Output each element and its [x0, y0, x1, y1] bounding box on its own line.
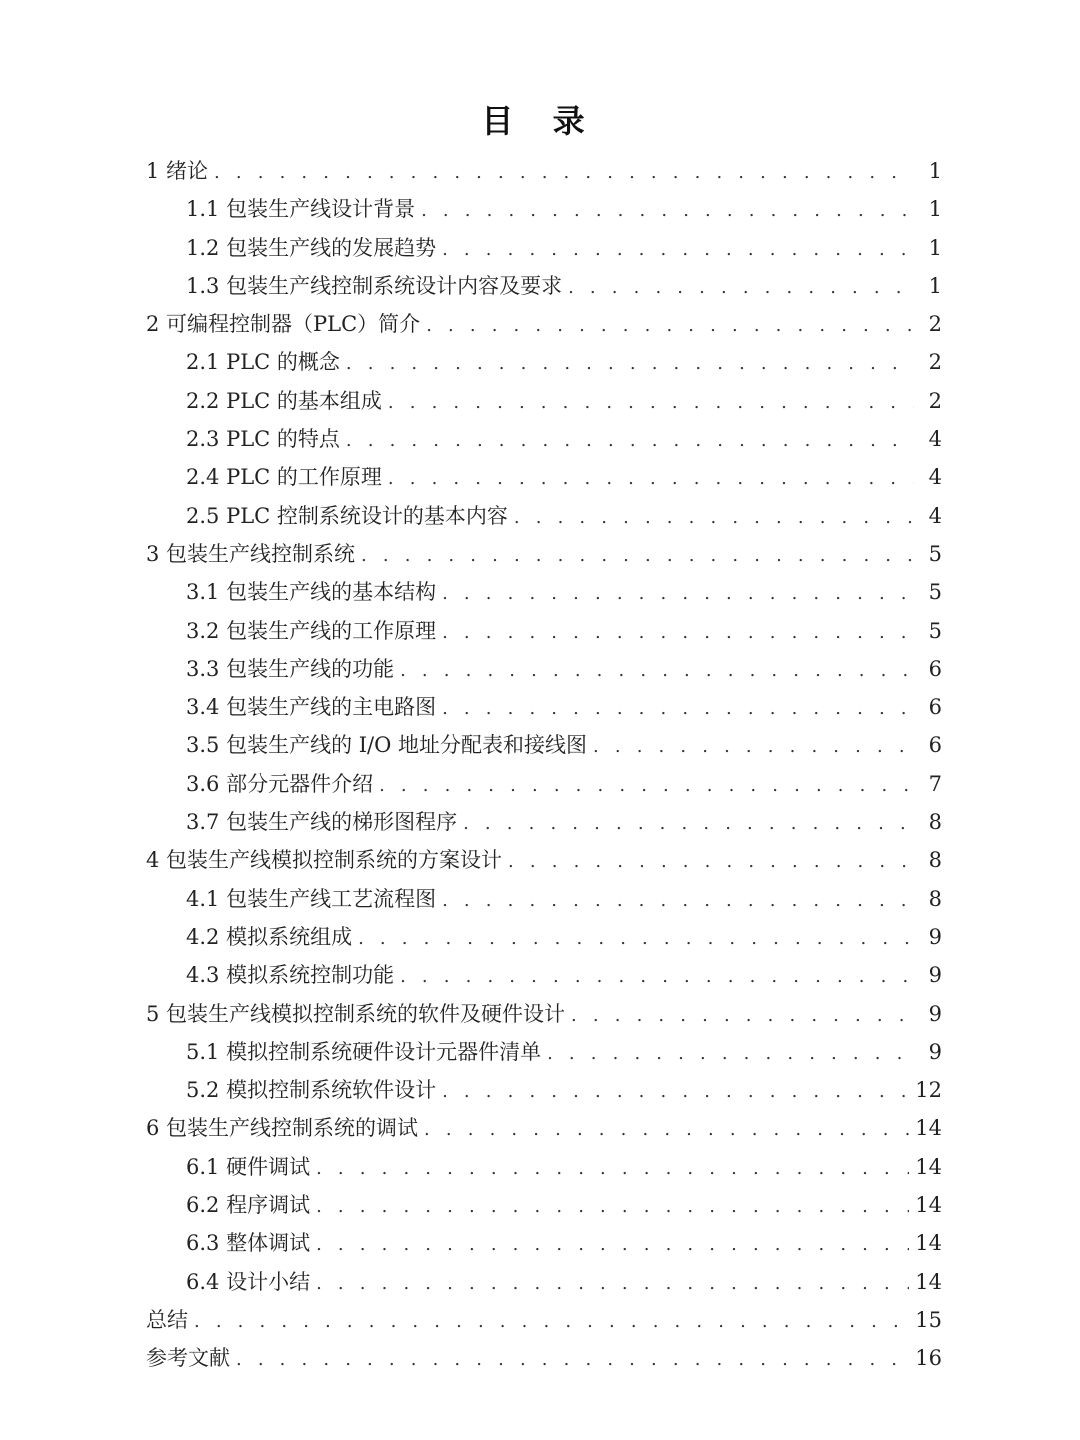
- toc-entry[interactable]: [146, 573, 942, 611]
- toc-entry[interactable]: [146, 956, 942, 994]
- toc-entry-page: 9: [928, 924, 942, 949]
- toc-entry-label: 总结: [146, 1307, 188, 1332]
- toc-entry[interactable]: [146, 458, 942, 496]
- toc-dot-leader: [346, 345, 914, 383]
- toc-entry-label: 6.1 硬件调试: [186, 1154, 311, 1179]
- toc-entry[interactable]: [146, 305, 942, 343]
- toc-entry[interactable]: [146, 1224, 942, 1262]
- toc-entry-label: 3.6 部分元器件介绍: [186, 771, 374, 796]
- toc-entry[interactable]: [146, 726, 942, 764]
- toc-entry-page: 4: [928, 465, 942, 490]
- toc-entry[interactable]: [146, 497, 942, 535]
- toc-entry[interactable]: [146, 650, 942, 688]
- toc-entry-page: 6: [928, 733, 942, 758]
- toc-entry-page: 12: [915, 1078, 942, 1103]
- toc-entry[interactable]: [146, 190, 942, 228]
- toc-dot-leader: [426, 307, 914, 345]
- toc-entry-label: 3.7 包装生产线的梯形图程序: [186, 810, 458, 835]
- toc-dot-leader: [316, 1188, 909, 1226]
- toc-entry-page: 2: [928, 388, 942, 413]
- toc-entry-label: 5 包装生产线模拟控制系统的软件及硬件设计: [146, 1001, 566, 1026]
- toc-dot-leader: [236, 1341, 909, 1379]
- toc-entry[interactable]: [146, 1033, 942, 1071]
- toc-entry-page: 5: [928, 541, 942, 566]
- toc-entry-page: 5: [928, 580, 942, 605]
- toc-dot-leader: [442, 882, 914, 920]
- toc-dot-leader: [388, 460, 914, 498]
- toc-entry-page: 5: [928, 618, 942, 643]
- toc-dot-leader: [316, 1265, 909, 1303]
- toc-dot-leader: [442, 1073, 909, 1111]
- toc-entry-label: 3 包装生产线控制系统: [146, 541, 356, 566]
- toc-dot-leader: [388, 384, 914, 422]
- toc-entry-page: 9: [928, 963, 942, 988]
- toc-entry[interactable]: [146, 612, 942, 650]
- toc-entry-page: 1: [928, 235, 942, 260]
- toc-entry-label: 4.3 模拟系统控制功能: [186, 963, 395, 988]
- toc-entry[interactable]: [146, 688, 942, 726]
- toc-entry[interactable]: [146, 152, 942, 190]
- toc-dot-leader: [424, 1111, 909, 1149]
- toc-entry-label: 2.5 PLC 控制系统设计的基本内容: [186, 503, 508, 528]
- toc-dot-leader: [547, 1035, 914, 1073]
- toc-entry-label: 4 包装生产线模拟控制系统的方案设计: [146, 848, 503, 873]
- toc-entry[interactable]: [146, 1301, 942, 1339]
- toc-entry-page: 14: [915, 1116, 942, 1141]
- toc-entry-page: 15: [915, 1307, 942, 1332]
- toc-entry-label: 3.4 包装生产线的主电路图: [186, 695, 437, 720]
- toc-entry-page: 2: [928, 350, 942, 375]
- toc-entry-label: 2.3 PLC 的特点: [186, 427, 340, 452]
- toc-entry[interactable]: [146, 229, 942, 267]
- toc-entry-page: 14: [915, 1269, 942, 1294]
- toc-dot-leader: [358, 920, 914, 958]
- toc-dot-leader: [442, 690, 914, 728]
- toc-entry-page: 7: [928, 771, 942, 796]
- toc-entry-label: 5.2 模拟控制系统软件设计: [186, 1078, 437, 1103]
- toc-dot-leader: [346, 422, 914, 460]
- toc-entry[interactable]: [146, 1186, 942, 1224]
- toc-dot-leader: [442, 614, 914, 652]
- toc-dot-leader: [400, 958, 914, 996]
- toc-entry-page: 2: [928, 312, 942, 337]
- toc-dot-leader: [514, 499, 914, 537]
- toc-entry-label: 4.1 包装生产线工艺流程图: [186, 886, 437, 911]
- toc-entry[interactable]: [146, 841, 942, 879]
- toc-entry-label: 1.1 包装生产线设计背景: [186, 197, 416, 222]
- toc-dot-leader: [379, 767, 914, 805]
- toc-entry-label: 4.2 模拟系统组成: [186, 924, 353, 949]
- toc-entry-page: 1: [928, 159, 942, 183]
- toc-entry-label: 2 可编程控制器（PLC）简介: [146, 312, 421, 337]
- toc-dot-leader: [568, 269, 914, 307]
- toc-entry-label: 2.4 PLC 的工作原理: [186, 465, 382, 490]
- toc-dot-leader: [400, 652, 914, 690]
- toc-entry-page: 14: [915, 1231, 942, 1256]
- toc-dot-leader: [508, 843, 914, 881]
- toc-entry[interactable]: [146, 1263, 942, 1301]
- toc-entry[interactable]: [146, 343, 942, 381]
- toc-entry-label: 1.2 包装生产线的发展趋势: [186, 235, 437, 260]
- toc-entry[interactable]: [146, 918, 942, 956]
- toc-entry[interactable]: [146, 1339, 942, 1377]
- toc-entry-label: 3.2 包装生产线的工作原理: [186, 618, 437, 643]
- toc-entry-label: 6 包装生产线控制系统的调试: [146, 1116, 419, 1141]
- toc-entry-page: 1: [928, 197, 942, 222]
- toc-entry-page: 4: [928, 503, 942, 528]
- toc-entry-label: 6.4 设计小结: [186, 1269, 311, 1294]
- toc-entry-page: 8: [928, 848, 942, 873]
- toc-entry-page: 14: [915, 1193, 942, 1218]
- toc-entry-label: 5.1 模拟控制系统硬件设计元器件清单: [186, 1039, 542, 1064]
- toc-dot-leader: [361, 537, 914, 575]
- toc-title: 目 录: [481, 102, 599, 140]
- toc-entry[interactable]: [146, 1109, 942, 1147]
- toc-entry-page: 8: [928, 886, 942, 911]
- toc-entry[interactable]: [146, 803, 942, 841]
- toc-entry[interactable]: [146, 420, 942, 458]
- toc-dot-leader: [421, 192, 914, 230]
- toc-entry-label: 6.2 程序调试: [186, 1193, 311, 1218]
- toc-entry-label: 6.3 整体调试: [186, 1231, 311, 1256]
- toc-entry-label: 3.5 包装生产线的 I/O 地址分配表和接线图: [186, 733, 588, 758]
- toc-entry-label: 2.1 PLC 的概念: [186, 350, 340, 375]
- toc-dot-leader: [194, 1303, 909, 1341]
- toc-entry[interactable]: [146, 880, 942, 918]
- toc-entry[interactable]: [146, 1148, 942, 1186]
- toc-entry-page: 9: [928, 1001, 942, 1026]
- toc-entry[interactable]: [146, 382, 942, 420]
- toc-dot-leader: [571, 997, 914, 1035]
- toc-dot-leader: [316, 1150, 909, 1188]
- toc-dot-leader: [442, 231, 914, 269]
- toc-entry-page: 9: [928, 1039, 942, 1064]
- toc-entry-page: 16: [915, 1346, 942, 1371]
- toc-entry-page: 4: [928, 427, 942, 452]
- toc-dot-leader: [593, 728, 914, 766]
- toc-dot-leader: [214, 154, 914, 192]
- toc-entry[interactable]: [146, 535, 942, 573]
- toc-entry-page: 6: [928, 695, 942, 720]
- toc-entry[interactable]: [146, 267, 942, 305]
- toc-entry-label: 1 绪论: [146, 159, 209, 183]
- toc-dot-leader: [442, 575, 914, 613]
- toc-dot-leader: [463, 805, 914, 843]
- toc-entry[interactable]: [146, 995, 942, 1033]
- toc-entry-label: 3.3 包装生产线的功能: [186, 656, 395, 681]
- toc-entry-page: 8: [928, 810, 942, 835]
- toc-entry-page: 14: [915, 1154, 942, 1179]
- toc-entry-label: 1.3 包装生产线控制系统设计内容及要求: [186, 273, 563, 298]
- toc-entry-page: 1: [928, 273, 942, 298]
- toc-entry-label: 2.2 PLC 的基本组成: [186, 388, 382, 413]
- toc-entry[interactable]: [146, 1071, 942, 1109]
- toc-list: [146, 152, 942, 1378]
- toc-entry-label: 3.1 包装生产线的基本结构: [186, 580, 437, 605]
- toc-entry-label: 参考文献: [146, 1346, 230, 1371]
- toc-entry[interactable]: [146, 765, 942, 803]
- toc-entry-page: 6: [928, 656, 942, 681]
- toc-dot-leader: [316, 1226, 909, 1264]
